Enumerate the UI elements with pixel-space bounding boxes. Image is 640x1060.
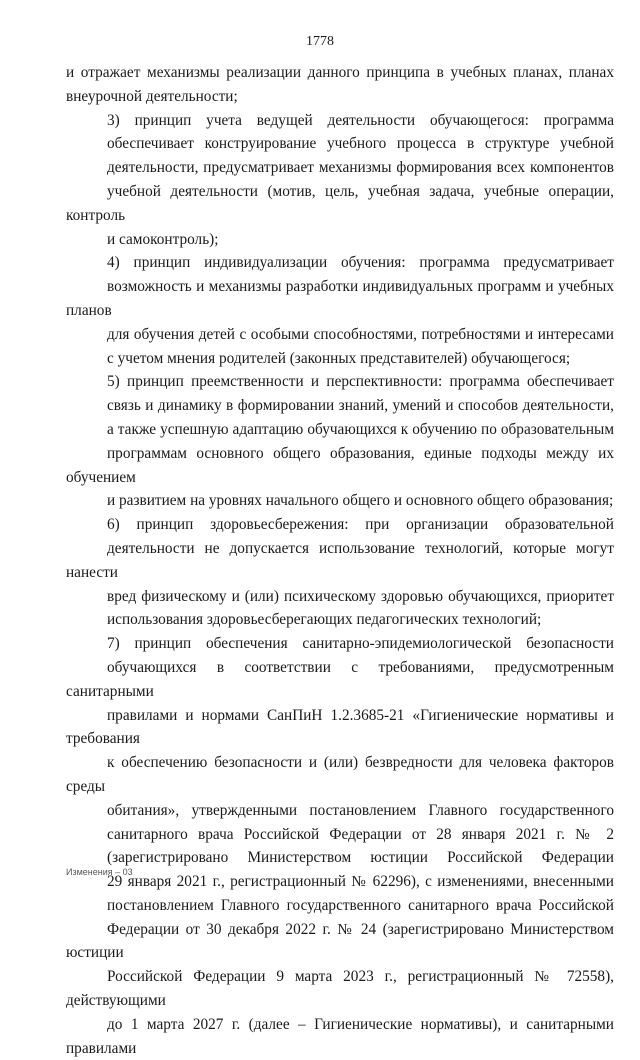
text-line: деятельности не допускается использование технологий, которые могут нанести [66,539,614,581]
text-line: внеурочной деятельности; [66,87,238,105]
text-line: Российской Федерации 9 марта 2023 г., регистрационный № 72558), действующими [66,968,614,1010]
paragraph [66,251,614,370]
text-line: до 1 марта 2027 г. (далее – Гигиенические нормативы), и санитарными правилами [66,1015,614,1057]
text-line: правилами и нормами СанПиН 1.2.3685-21 «Гигиенические нормативы и требования [66,706,614,748]
text-line: 5) принцип преемственности и перспективности: программа обеспечивает [107,373,614,391]
text-line: Федерации от 30 декабря 2022 г. № 24 (зарегистрировано Министерством юстиции [66,920,614,962]
text-line: 6) принцип здоровьесбережения: при организации образовательной [107,516,614,534]
text-line: связь и динамику в формировании знаний, умений и способов деятельности, [107,397,614,415]
document-body [66,61,614,1060]
text-line: обитания», утвержденными постановлением Главного государственного [107,801,614,819]
text-line: обеспечивает конструирование учебного процесса в структуре учебной [107,135,614,153]
paragraph [66,109,614,252]
text-line: учебной деятельности (мотив, цель, учебная задача, учебные операции, контроль [66,182,614,224]
text-line: программам основного общего образования, единые подходы между их обучением [66,444,614,486]
text-line: 29 января 2021 г., регистрационный № 62296), с изменениями, внесенными [107,873,614,891]
text-line: обучающихся в соответствии с требованиями, предусмотренным санитарными [66,658,614,700]
text-line: и развитием на уровнях начального общего и основного общего образования; [107,492,614,510]
text-line: и отражает механизмы реализации данного принципа в учебных планах, планах [66,64,614,81]
text-line: деятельности, предусматривает механизмы формирования всех компонентов [107,159,614,177]
text-line: а также успешную адаптацию обучающихся к обучению по образовательным [107,420,614,438]
text-line: для обучения детей с особыми способностями, потребностями и интересами [107,325,614,343]
text-line: санитарного врача Российской Федерации от 28 января 2021 г. № 2 [107,825,614,843]
text-line: возможность и механизмы разработки индивидуальных программ и учебных планов [66,278,614,319]
text-line: вред физическому и (или) психическому здоровью обучающихся, приоритет [107,587,614,605]
page-number: 1778 [306,34,334,49]
text-line: и самоконтроль); [107,230,219,248]
paragraph [66,370,614,513]
paragraph [66,632,614,1060]
text-line: с учетом мнения родителей (законных представителей) обучающегося; [107,349,571,367]
text-line: к обеспечению безопасности и (или) безвредности для человека факторов среды [66,754,614,795]
text-line: 4) принцип индивидуализации обучения: программа предусматривает [107,254,614,272]
text-line: (зарегистрировано Министерством юстиции Российской Федерации [107,849,614,867]
footer-note: Изменения – 03 [66,867,133,877]
text-line: использования здоровьесберегающих педагогических технологий; [107,611,542,629]
paragraph [66,61,614,109]
text-line: постановлением Главного государственного санитарного врача Российской [107,896,614,914]
paragraph [66,513,614,632]
text-line: 3) принцип учета ведущей деятельности обучающегося: программа [107,111,614,129]
text-line: 7) принцип обеспечения санитарно-эпидемиологической безопасности [107,635,614,653]
